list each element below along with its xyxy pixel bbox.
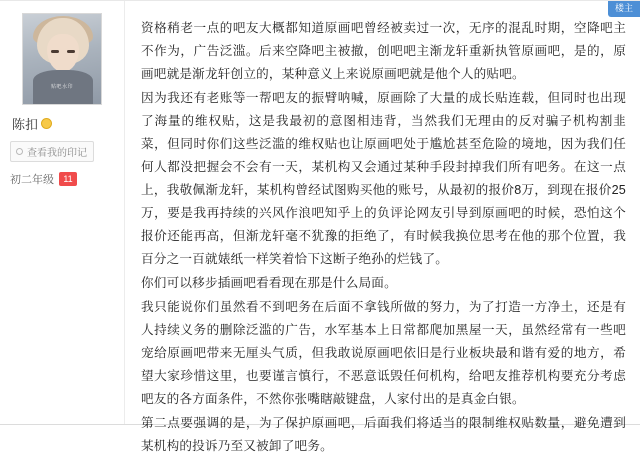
avatar-eye-right (67, 50, 75, 53)
post-paragraph: 我只能说你们虽然看不到吧务在后面不拿钱所做的努力，为了打造一方净土，还是有人持续义务的删除泛滥的广告，水军基本上日常都爬加黑屋一天，虽然经常有一些吧宠给原画吧带来无厘头气质，但我敢说原画吧依旧是行业板块最和谐有爱的地方，希望大家珍惜这里，也要谨言慎行，不恶意诋毁任何机构，给吧友推荐机构要充分考虑吧友的各方面条件，不然你张嘴瞎敲键盘，人家付出的是真金白银。 (141, 300, 626, 406)
emoji-smile-icon (41, 118, 52, 129)
author-name-text: 陈扣 (12, 117, 39, 132)
pen-icon (15, 147, 24, 156)
post-paragraph: 资格稍老一点的吧友大概都知道原画吧曾经被卖过一次，无序的混乱时期，空降吧主不作为，广告泛滥。后来空降吧主被撤，创吧吧主渐龙轩重新执管原画吧，是的，原画吧就是渐龙轩创立的，某种意义上来说原画吧就是他个人的贴吧。 (141, 21, 626, 81)
view-my-mark-label: 查看我的印记 (27, 148, 87, 159)
post-author-column (0, 1, 124, 424)
author-level-label: 初二年级 (10, 174, 54, 186)
avatar[interactable] (22, 13, 102, 105)
view-my-mark-button[interactable] (10, 141, 94, 162)
avatar-eye-left (51, 50, 59, 53)
author-level (10, 171, 116, 187)
floor-owner-tag: 楼主 (608, 1, 640, 17)
avatar-face (47, 34, 79, 72)
author-level-badge: 11 (59, 172, 77, 186)
post-paragraph: 因为我还有老账等一帮吧友的振臂呐喊，原画除了大量的成长贴连载，但同时也出现了海量的维权贴，这是我最初的意图相违背，当然我们无理由的反对骗子机构割韭菜，但同时你们这些泛滥的维权贴也让原画吧处于尴尬甚至危险的境地，因为我们任何人都没把握会不会有一天，某机构又会通过某种手段封掉我们所有吧务。在这一点上，我敬佩渐龙轩，某机构曾经试图购买他的账号，从最初的报价8万，到现在报价25万，要是我再持续的兴风作浪吧知乎上的负评论网友引导到原画吧的时候，恐怕这个报价还能再高，但渐龙轩毫不犹豫的拒绝了，有时候我换位思考在他的那个位置，我百分之一百就婊纸一样笑着恰下这断子绝孙的烂钱了。 (141, 91, 626, 266)
avatar-watermark: 贴吧水印 (50, 84, 73, 90)
post-paragraph: 第二点要强调的是，为了保护原画吧，后面我们将适当的限制维权贴数量，避免遭到某机构的投诉乃至又被卸了吧务。 (141, 416, 626, 453)
author-name[interactable] (12, 114, 116, 133)
post-content-column (124, 1, 640, 453)
post-paragraph: 你们可以移步插画吧看看现在那是什么局面。 (141, 276, 397, 290)
